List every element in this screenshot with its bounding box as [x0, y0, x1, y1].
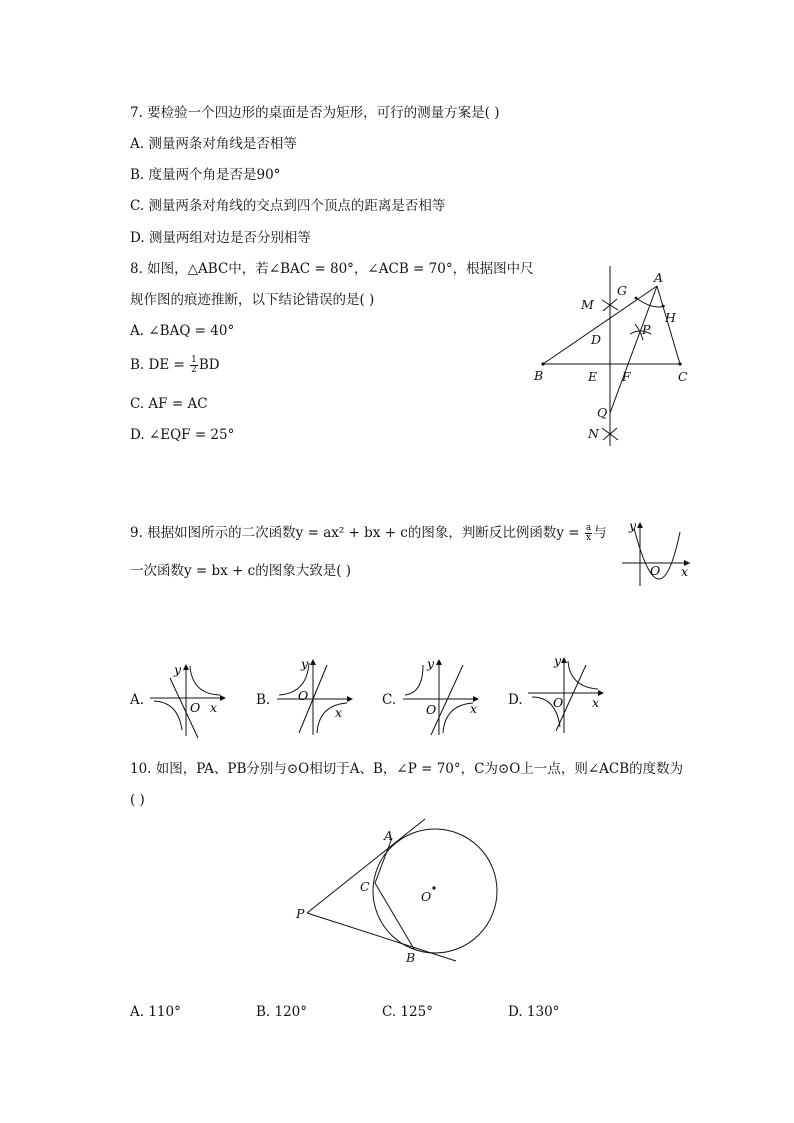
q10-tangent-pb: [307, 913, 456, 961]
q8-option-a: A. ∠BAQ = 40°: [130, 323, 235, 339]
q9-a-hyperbola-2: [154, 701, 182, 730]
q8-option-b-prefix: B. DE =: [130, 357, 190, 373]
q9-a-x-arrow-icon: [220, 695, 226, 701]
q10-label-c: C: [360, 879, 370, 894]
q7-option-b: B. 度量两个角是否是90°: [130, 167, 281, 183]
q9-c-y-arrow-icon: [436, 659, 442, 665]
q9-d-y-label: y: [554, 653, 562, 668]
q9-x-label: x: [681, 564, 689, 579]
q9-b-y-label: y: [301, 656, 309, 671]
q9-choice-c-label: C.: [382, 692, 397, 708]
q10-label-b: B: [406, 950, 416, 965]
q8-label-f: F: [622, 369, 631, 384]
q8-point-b: [541, 362, 544, 365]
q9-choice-b-graph: [275, 655, 357, 740]
q8-stem-line1: 8. 如图，△ABC中，若∠BAC = 80°，∠ACB = 70°，根据图中尺: [130, 261, 534, 277]
q10-option-c: C. 125°: [382, 1004, 433, 1020]
q8-option-b-den: 2: [191, 365, 197, 375]
q8-option-b-suffix: BD: [198, 357, 220, 373]
q9-a-hyperbola-1: [190, 666, 220, 695]
q9-d-x-label: x: [592, 695, 600, 710]
q10-center-point: [432, 886, 435, 889]
q10-figure: [290, 815, 500, 970]
q8-figure: [525, 258, 705, 453]
q9-choice-b-label: B.: [256, 692, 271, 708]
q9-c-y-label: y: [427, 656, 435, 671]
q9-stem-line1: [130, 523, 607, 543]
q8-side-ba: [543, 286, 657, 364]
q9-b-origin-label: O: [298, 688, 309, 703]
q9-parabola-figure: [620, 518, 695, 590]
q9-c-line: [431, 665, 463, 735]
q9-c-origin-label: O: [426, 702, 437, 717]
q9-c-hyperbola-1: [405, 665, 423, 695]
q8-label-q: Q: [597, 405, 608, 420]
q10-stem-line1: 10. 如图，PA、PB分别与⊙O相切于A、B，∠P = 70°，C为⊙O上一点，则∠ACB的度数为: [130, 761, 684, 777]
q10-stem-line2: ( ): [130, 792, 145, 808]
q10-label-o: O: [421, 889, 432, 904]
q9-c-hyperbola-2: [443, 703, 473, 733]
q9-b-x-label: x: [335, 705, 343, 720]
q8-point-c: [678, 362, 681, 365]
q8-side-ac: [657, 286, 680, 364]
q7-option-a: A. 测量两条对角线是否相等: [130, 136, 297, 152]
q8-option-b: [130, 355, 220, 375]
q8-stem-line2: 规作图的痕迹推断，以下结论错误的是( ): [130, 292, 375, 308]
q9-frac-num: a: [585, 523, 592, 533]
q10-option-b: B. 120°: [256, 1004, 308, 1020]
q8-point-h: [662, 305, 665, 308]
q8-label-e: E: [588, 369, 598, 384]
q8-option-b-num: 1: [191, 355, 197, 365]
q9-c-x-label: x: [470, 701, 478, 716]
q9-b-y-arrow-icon: [310, 659, 316, 665]
q9-frac-den: x: [586, 533, 592, 543]
q8-label-m: M: [581, 297, 594, 312]
q8-option-b-fraction: [190, 356, 198, 375]
q9-a-y-arrow-icon: [183, 664, 189, 670]
q8-option-c: C. AF = AC: [130, 396, 208, 412]
q9-a-origin-label: O: [190, 700, 201, 715]
q9-b-x-arrow-icon: [347, 696, 353, 702]
q10-chord-cb: [375, 883, 414, 949]
q9-y-label: y: [629, 518, 637, 533]
q9-d-origin-label: O: [553, 695, 564, 710]
q9-d-hyperbola-1: [568, 661, 598, 689]
q9-choice-a-label: A.: [130, 692, 145, 708]
q8-label-b: B: [534, 368, 544, 383]
q10-label-a: A: [384, 828, 394, 843]
q9-a-y-label: y: [174, 662, 182, 677]
q9-stem-line1-b: 与: [593, 525, 607, 541]
q9-choice-c-graph: [401, 655, 483, 740]
q9-choice-d-label: D.: [508, 692, 523, 708]
q8-option-d: D. ∠EQF = 25°: [130, 427, 235, 443]
q8-label-h: H: [665, 310, 676, 325]
q9-a-x-label: x: [210, 700, 218, 715]
q9-choice-a-graph: [148, 660, 230, 740]
q8-label-d: D: [591, 332, 602, 347]
q8-label-p: P: [642, 322, 651, 337]
q7-option-d: D. 测量两组对边是否分别相等: [130, 230, 311, 246]
q10-chord-ac: [375, 838, 392, 883]
q8-label-a: A: [654, 270, 664, 285]
q9-d-y-arrow-icon: [561, 657, 567, 663]
q9-origin-label: O: [650, 563, 661, 578]
q10-tangent-pa: [307, 819, 425, 913]
q9-y-arrow-icon: [637, 522, 643, 528]
q8-label-c: C: [678, 369, 688, 384]
q10-option-d: D. 130°: [508, 1004, 560, 1020]
q9-frac: [585, 524, 592, 543]
q7-option-c: C. 测量两条对角线的交点到四个顶点的距离是否相等: [130, 198, 446, 214]
q10-label-p: P: [296, 906, 305, 921]
q10-option-a: A. 110°: [130, 1004, 181, 1020]
q9-choice-d-graph: [526, 653, 608, 738]
q9-b-hyperbola-2: [317, 703, 347, 733]
q8-point-g: [635, 297, 638, 300]
q9-stem-line1-a: 9. 根据如图所示的二次函数y = ax² + bx + c的图象，判断反比例函数y =: [130, 525, 584, 541]
q8-label-n: N: [588, 426, 599, 441]
q10-circle: [373, 829, 497, 953]
q8-label-g: G: [617, 283, 627, 298]
q9-stem-line2: 一次函数y = bx + c的图象大致是( ): [130, 563, 352, 579]
q7-stem: 7. 要检验一个四边形的桌面是否为矩形，可行的测量方案是( ): [130, 105, 500, 121]
